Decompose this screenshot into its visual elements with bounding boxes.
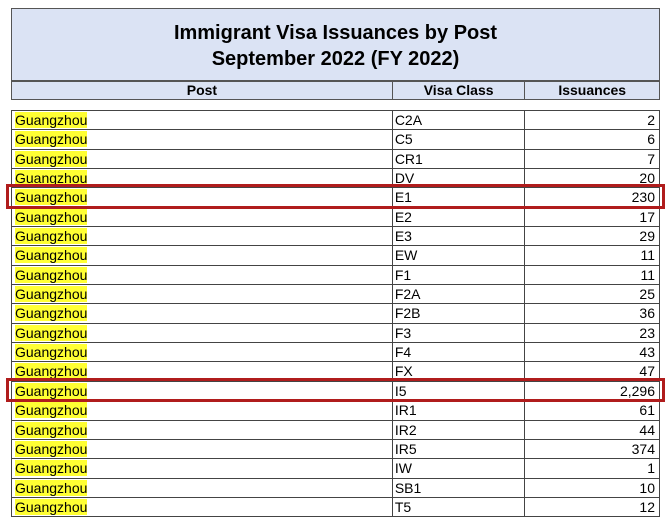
post-name: Guangzhou bbox=[15, 363, 88, 380]
post-name: Guangzhou bbox=[15, 286, 88, 303]
post-cell bbox=[12, 169, 393, 187]
post-name: Guangzhou bbox=[15, 247, 88, 264]
table-row bbox=[12, 111, 659, 130]
visa-class-cell: CR1 bbox=[393, 150, 526, 168]
visa-class-cell: F3 bbox=[393, 324, 526, 342]
post-cell bbox=[12, 285, 393, 303]
post-cell bbox=[12, 324, 393, 342]
visa-class-cell: IR2 bbox=[393, 421, 526, 439]
table-row bbox=[12, 169, 659, 188]
table-row bbox=[12, 285, 659, 304]
visa-class-cell: F1 bbox=[393, 266, 526, 284]
post-name: Guangzhou bbox=[15, 324, 88, 341]
visa-class-cell: F2B bbox=[393, 304, 526, 322]
table-row bbox=[12, 324, 659, 343]
post-cell bbox=[12, 421, 393, 439]
table-row bbox=[12, 421, 659, 440]
issuances-cell: 43 bbox=[639, 344, 655, 361]
table-row bbox=[12, 440, 659, 459]
issuances-cell: 61 bbox=[639, 402, 655, 419]
post-cell bbox=[12, 440, 393, 458]
table-row bbox=[12, 304, 659, 323]
table-row bbox=[12, 343, 659, 362]
issuances-table bbox=[11, 110, 660, 517]
post-cell bbox=[12, 401, 393, 419]
issuances-cell: 44 bbox=[639, 421, 655, 438]
issuances-cell: 29 bbox=[639, 228, 655, 245]
table-row bbox=[12, 227, 659, 246]
post-cell bbox=[12, 382, 393, 400]
issuances-cell: 11 bbox=[640, 247, 655, 264]
column-header-visa-class: Visa Class bbox=[393, 82, 526, 99]
table-row bbox=[12, 498, 659, 517]
post-name: Guangzhou bbox=[15, 498, 88, 515]
post-cell bbox=[12, 246, 393, 264]
post-name: Guangzhou bbox=[15, 460, 88, 477]
issuances-cell: 20 bbox=[639, 170, 655, 187]
post-cell bbox=[12, 130, 393, 148]
post-name: Guangzhou bbox=[15, 479, 88, 496]
issuances-cell: 374 bbox=[631, 440, 655, 457]
visa-class-cell: C5 bbox=[393, 130, 526, 148]
post-cell bbox=[12, 150, 393, 168]
table-row bbox=[12, 188, 659, 207]
report-title: Immigrant Visa Issuances by Post bbox=[173, 22, 498, 44]
post-cell bbox=[12, 208, 393, 226]
post-name: Guangzhou bbox=[15, 402, 88, 419]
post-name: Guangzhou bbox=[15, 266, 88, 283]
issuances-cell: 23 bbox=[639, 324, 655, 341]
post-name: Guangzhou bbox=[15, 344, 88, 361]
post-cell bbox=[12, 343, 393, 361]
post-name: Guangzhou bbox=[15, 189, 88, 206]
visa-class-cell: E2 bbox=[393, 208, 526, 226]
post-name: Guangzhou bbox=[15, 305, 88, 322]
visa-class-cell: DV bbox=[393, 169, 526, 187]
issuances-cell: 230 bbox=[631, 189, 655, 206]
visa-class-cell: IW bbox=[393, 459, 526, 477]
issuances-cell: 47 bbox=[639, 363, 655, 380]
table-row bbox=[12, 266, 659, 285]
post-cell bbox=[12, 188, 393, 206]
post-name: Guangzhou bbox=[15, 228, 88, 245]
post-name: Guangzhou bbox=[15, 170, 88, 187]
issuances-cell: 1 bbox=[647, 460, 655, 477]
report-title-box bbox=[11, 8, 660, 81]
table-row bbox=[12, 246, 659, 265]
post-cell bbox=[12, 498, 393, 516]
post-name: Guangzhou bbox=[15, 382, 88, 399]
report-subtitle: September 2022 (FY 2022) bbox=[211, 48, 460, 70]
table-header bbox=[11, 81, 660, 100]
visa-class-cell: F2A bbox=[393, 285, 526, 303]
visa-class-cell: I5 bbox=[393, 382, 526, 400]
post-cell bbox=[12, 304, 393, 322]
issuances-cell: 7 bbox=[647, 150, 655, 167]
post-cell bbox=[12, 479, 393, 497]
visa-class-cell: E1 bbox=[393, 188, 526, 206]
visa-class-cell: C2A bbox=[393, 111, 526, 129]
visa-class-cell: FX bbox=[393, 362, 526, 380]
column-header-issuances: Issuances bbox=[558, 82, 627, 98]
table-row bbox=[12, 401, 659, 420]
column-header-post: Post bbox=[12, 82, 393, 99]
table-row bbox=[12, 459, 659, 478]
table-row bbox=[12, 150, 659, 169]
issuances-cell: 25 bbox=[639, 286, 655, 303]
visa-class-cell: SB1 bbox=[393, 479, 526, 497]
post-cell bbox=[12, 362, 393, 380]
post-cell bbox=[12, 227, 393, 245]
visa-class-cell: IR5 bbox=[393, 440, 526, 458]
visa-class-cell: T5 bbox=[393, 498, 526, 516]
issuances-cell: 17 bbox=[639, 208, 655, 225]
issuances-cell: 11 bbox=[640, 266, 655, 283]
table-row bbox=[12, 382, 659, 401]
post-cell bbox=[12, 266, 393, 284]
table-row bbox=[12, 130, 659, 149]
post-name: Guangzhou bbox=[15, 150, 88, 167]
post-name: Guangzhou bbox=[15, 421, 88, 438]
post-name: Guangzhou bbox=[15, 131, 88, 148]
visa-class-cell: IR1 bbox=[393, 401, 526, 419]
table-row bbox=[12, 362, 659, 381]
table-row bbox=[12, 479, 659, 498]
visa-class-cell: F4 bbox=[393, 343, 526, 361]
post-name: Guangzhou bbox=[15, 208, 88, 225]
issuances-cell: 12 bbox=[639, 498, 655, 515]
table-row bbox=[12, 208, 659, 227]
post-cell bbox=[12, 459, 393, 477]
issuances-cell: 36 bbox=[639, 305, 655, 322]
post-cell bbox=[12, 111, 393, 129]
issuances-cell: 6 bbox=[647, 131, 655, 148]
visa-class-cell: EW bbox=[393, 246, 526, 264]
visa-class-cell: E3 bbox=[393, 227, 526, 245]
post-name: Guangzhou bbox=[15, 112, 88, 128]
issuances-cell: 2 bbox=[647, 112, 655, 128]
post-name: Guangzhou bbox=[15, 440, 88, 457]
issuances-cell: 2,296 bbox=[619, 382, 655, 399]
issuances-cell: 10 bbox=[639, 479, 655, 496]
